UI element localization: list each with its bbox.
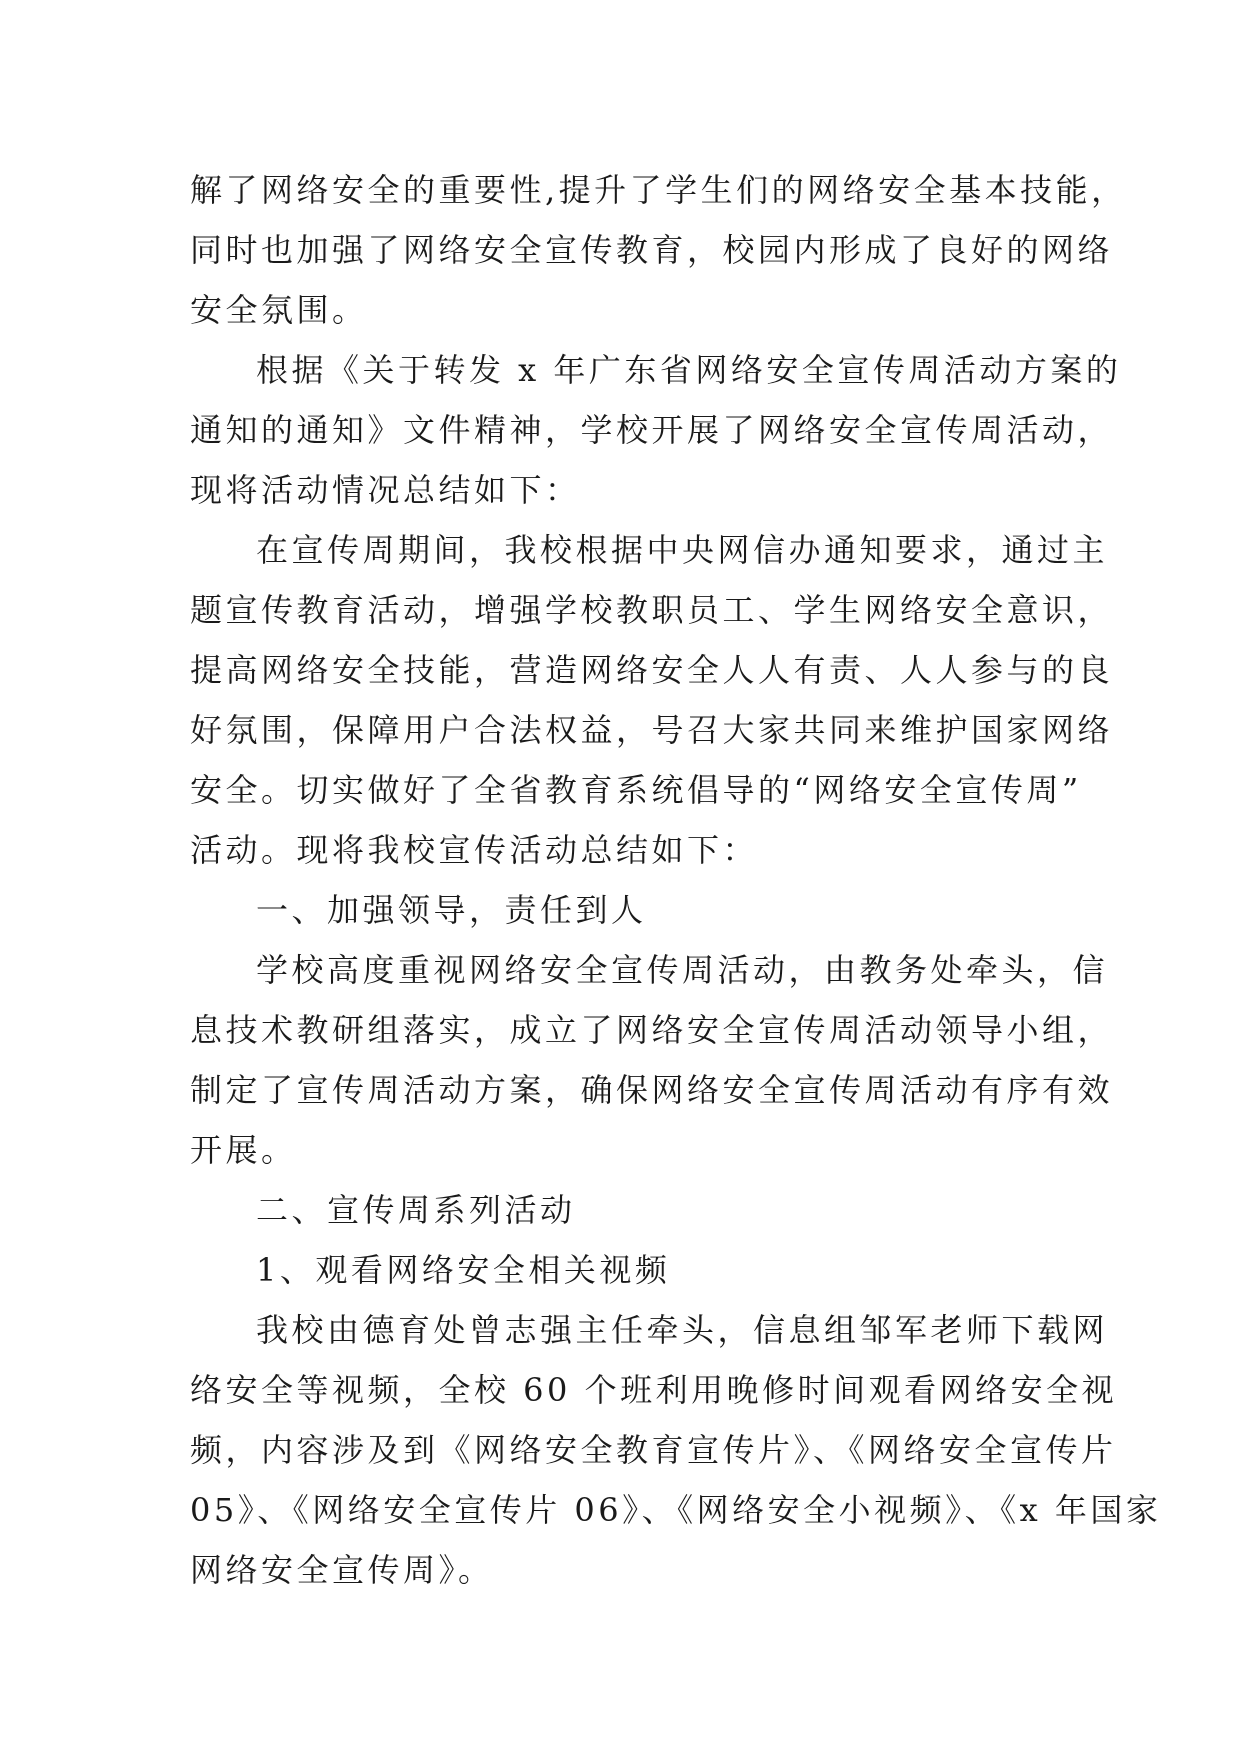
text-line: 一、加强领导，责任到人	[256, 891, 647, 929]
text-line: 好氛围，保障用户合法权益，号召大家共同来维护国家网络	[190, 711, 1114, 749]
text-line: 网络安全宣传周》。	[190, 1551, 494, 1589]
text-line: 同时也加强了网络安全宣传教育，校园内形成了良好的网络	[190, 231, 1114, 269]
text-line: 安全氛围。	[190, 291, 368, 329]
text-line: 络安全等视频，全校 60 个班利用晚修时间观看网络安全视	[190, 1371, 1118, 1409]
text-line: 频，内容涉及到《网络安全教育宣传片》、《网络安全宣传片	[190, 1431, 1117, 1469]
text-line: 1、观看网络安全相关视频	[256, 1251, 671, 1289]
text-line: 二、宣传周系列活动	[256, 1191, 576, 1229]
heading-series-activities	[190, 1180, 1090, 1240]
text-line: 05》、《网络安全宣传片 06》、《网络安全小视频》、《x 年国家	[190, 1491, 1162, 1529]
text-line: 提高网络安全技能，营造网络安全人人有责、人人参与的良	[190, 651, 1114, 689]
text-line: 我校由德育处曾志强主任牵头，信息组邹军老师下载网	[256, 1311, 1109, 1349]
body-text	[190, 160, 1162, 1600]
heading-watch-videos	[190, 1240, 1090, 1300]
text-line: 制定了宣传周活动方案，确保网络安全宣传周活动有序有效	[190, 1071, 1114, 1109]
para-school-attaches-importance	[190, 940, 1114, 1180]
para-during-publicity-week	[190, 520, 1114, 880]
para-video-details	[190, 1300, 1162, 1600]
text-line: 通知的通知》文件精神，学校开展了网络安全宣传周活动，	[190, 411, 1114, 449]
text-line: 在宣传周期间，我校根据中央网信办通知要求，通过主	[256, 531, 1109, 569]
para-according-to-notice	[190, 340, 1122, 520]
text-line: 开展。	[190, 1131, 297, 1169]
text-line: 安全。切实做好了全省教育系统倡导的“网络安全宣传周”	[190, 771, 1082, 809]
text-line: 活动。现将我校宣传活动总结如下：	[190, 831, 759, 869]
heading-strengthen-leadership	[190, 880, 1090, 940]
para-network-security-awareness	[190, 160, 1127, 340]
text-line: 学校高度重视网络安全宣传周活动，由教务处牵头，信	[256, 951, 1109, 989]
text-line: 根据《关于转发 x 年广东省网络安全宣传周活动方案的	[256, 351, 1122, 389]
text-line: 题宣传教育活动，增强学校教职员工、学生网络安全意识，	[190, 591, 1114, 629]
text-line: 现将活动情况总结如下：	[190, 471, 581, 509]
text-line: 解了网络安全的重要性,提升了学生们的网络安全基本技能，	[190, 171, 1127, 209]
text-line: 息技术教研组落实，成立了网络安全宣传周活动领导小组，	[190, 1011, 1114, 1049]
